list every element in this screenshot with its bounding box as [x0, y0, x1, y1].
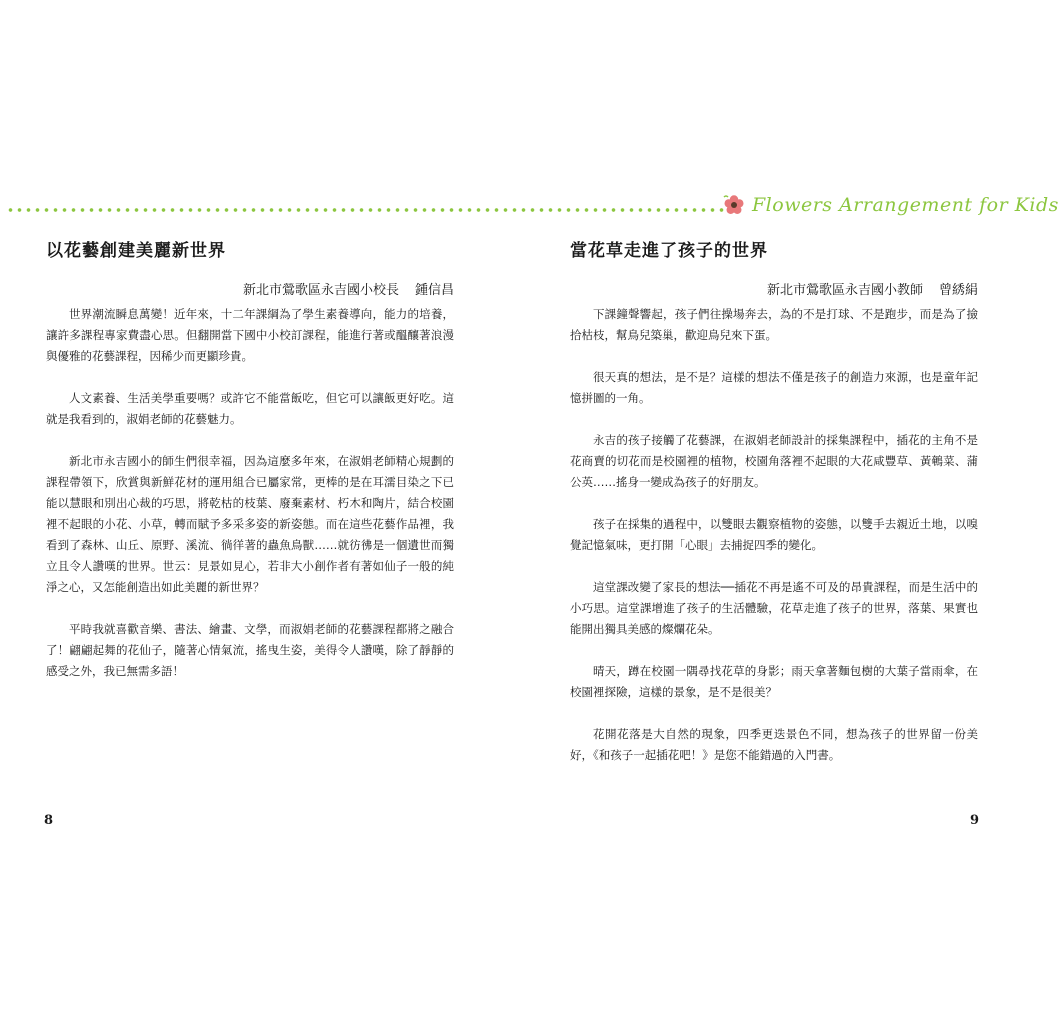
- paragraph: 人文素養、生活美學重要嗎？或許它不能當飯吃，但它可以讓飯更好吃。這就是我看到的，淑娟老師的花藝魅力。: [46, 391, 454, 426]
- right-page: [570, 236, 978, 787]
- paragraph: 花開花落是大自然的現象，四季更迭景色不同，想為孩子的世界留一份美好，《和孩子一起插花吧！》是您不能錯過的入門書。: [570, 727, 978, 762]
- page-number-left: 8: [44, 813, 54, 828]
- author-role: 新北市鶯歌區永吉國小教師: [766, 283, 923, 298]
- paragraph: 世界潮流瞬息萬變！近年來，十二年課綱為了學生素養導向，能力的培養，讓許多課程專家費盡心思。但翻開當下國中小校訂課程，能進行著或醞釀著浪漫與優雅的花藝課程，因稀少而更顯珍貴。: [46, 307, 454, 363]
- author-role: 新北市鶯歌區永吉國小校長: [242, 283, 399, 298]
- left-page-byline: [46, 279, 454, 298]
- paragraph: 永吉的孩子接觸了花藝課，在淑娟老師設計的採集課程中，插花的主角不是花商賣的切花而是校園裡的植物，校園角落裡不起眼的大花咸豐草、黃鵪菜、蒲公英……搖身一變成為孩子的好朋友。: [570, 433, 978, 489]
- paragraph: 新北市永吉國小的師生們很幸福，因為這麼多年來，在淑娟老師精心規劃的課程帶領下，欣賞與新鮮花材的運用組合已屬家常，更棒的是在耳濡目染之下已能以慧眼和別出心裁的巧思，將乾枯的枝葉、廢棄素材、朽木和陶片，結合校園裡不起眼的小花、小草，轉而賦予多采多姿的新姿態。而在這些花藝作品裡，我看到了森林、山丘、原野、溪流、徜徉著的蟲魚鳥獸……就彷彿是一個遺世而獨立且令人讚嘆的世界。世云：見景如見心，若非大小創作者有著如仙子一般的純淨之心，又怎能創造出如此美麗的新世界？: [46, 454, 454, 594]
- paragraph: 平時我就喜歡音樂、書法、繪畫、文學，而淑娟老師的花藝課程都將之融合了！翩翩起舞的花仙子，隨著心情氣流，搖曳生姿，美得令人讚嘆，除了靜靜的感受之外，我已無需多語！: [46, 622, 454, 678]
- right-page-byline: [570, 279, 978, 298]
- paragraph: 這堂課改變了家長的想法──插花不再是遙不可及的昂貴課程，而是生活中的小巧思。這堂課增進了孩子的生活體驗，花草走進了孩子的世界，落葉、果實也能開出獨具美感的燦爛花朵。: [570, 580, 978, 636]
- flower-icon: [722, 193, 746, 217]
- paragraph: 晴天，蹲在校園一隅尋找花草的身影；雨天拿著麵包樹的大葉子當雨傘，在校園裡探險，這樣的景象，是不是很美？: [570, 664, 978, 699]
- left-page-title: 以花藝創建美麗新世界: [46, 241, 226, 261]
- dotted-header-rule: [6, 207, 724, 213]
- left-page: [46, 236, 454, 703]
- paragraph: 很天真的想法，是不是？這樣的想法不僅是孩子的創造力來源，也是童年記憶拼圖的一角。: [570, 370, 978, 405]
- right-page-title: 當花草走進了孩子的世界: [570, 241, 768, 261]
- header-banner: Flowers Arrangement for Kids: [752, 194, 1059, 216]
- author-name: 曾綉絹: [938, 283, 978, 298]
- paragraph: 下課鐘聲響起，孩子們往操場奔去，為的不是打球、不是跑步，而是為了撿拾枯枝，幫鳥兒築巢，歡迎鳥兒來下蛋。: [570, 307, 978, 342]
- author-name: 鍾信昌: [414, 283, 454, 298]
- page-number-right: 9: [970, 813, 980, 828]
- paragraph: 孩子在採集的過程中，以雙眼去觀察植物的姿態，以雙手去親近土地，以嗅覺記憶氣味，更打開「心眼」去捕捉四季的變化。: [570, 517, 978, 552]
